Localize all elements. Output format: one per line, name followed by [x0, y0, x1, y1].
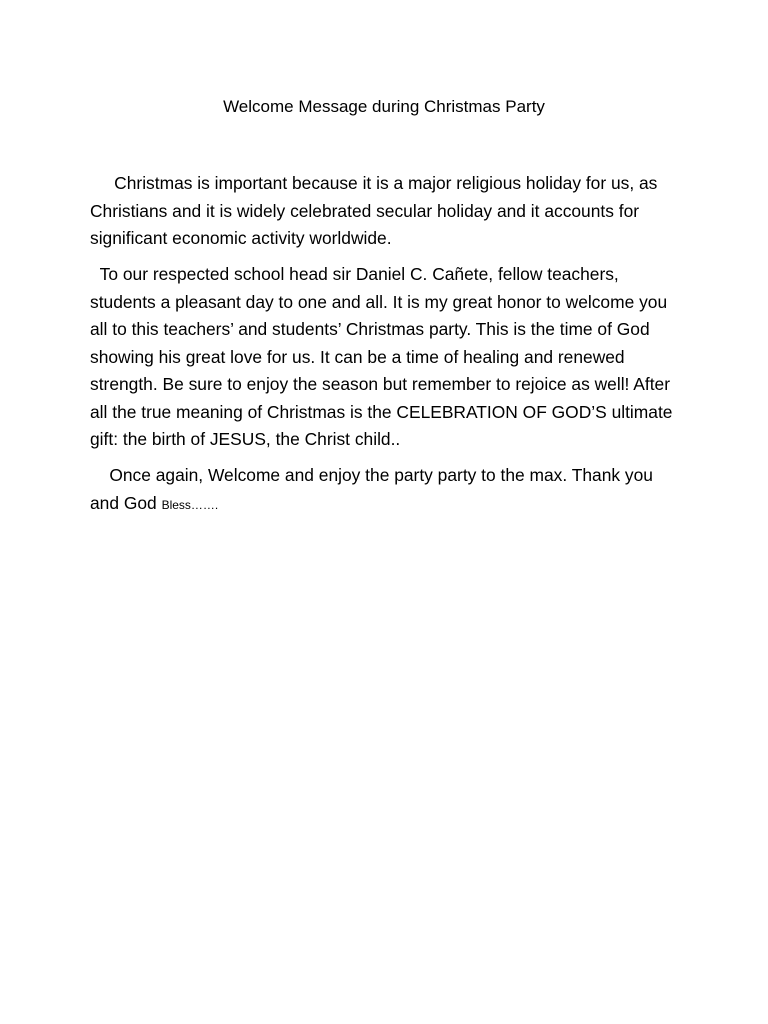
closing-text: Once again, Welcome and enjoy the party party to the max. Thank you and God — [90, 465, 658, 513]
paragraph-closing — [90, 462, 680, 519]
paragraph-intro: Christmas is important because it is a major religious holiday for us, as Christians and it is widely celebrated secular holiday and it accounts for significant economic activity worldwide. — [90, 173, 663, 248]
closing-bless: Bless……. — [161, 497, 219, 512]
document-title: Welcome Message during Christmas Party — [223, 97, 545, 116]
paragraph-greeting: To our respected school head sir Daniel C. Cañete, fellow teachers, students a pleasant day to one and all. It is my great honor to welcome you all to this teachers’ and students’ Christmas party. This is the time of God showing his great love for us. It can be a time of healing and renewed strength. Be sure to enjoy the season but remember to rejoice as well! After all the true meaning of Christmas is the CELEBRATION OF GOD’S ultimate gift: the birth of JESUS, the Christ child.. — [90, 264, 678, 449]
